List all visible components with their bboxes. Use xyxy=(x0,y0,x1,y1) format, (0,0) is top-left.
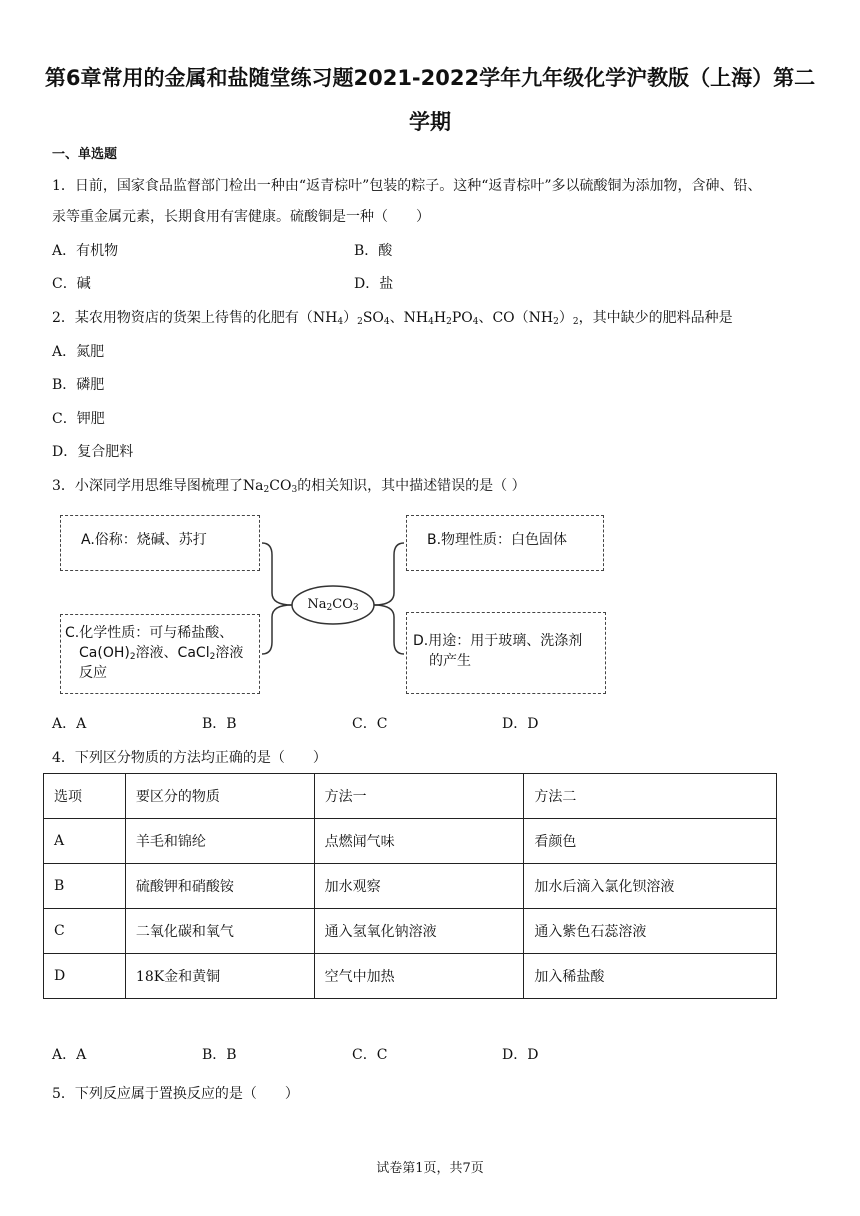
table-cell: C xyxy=(44,909,126,954)
table-cell: D xyxy=(44,954,126,999)
q4-table xyxy=(43,773,777,999)
table-cell: 硫酸钾和硝酸铵 xyxy=(125,864,314,909)
q5-stem: 5．下列反应属于置换反应的是（ ） xyxy=(52,1086,299,1102)
q3-option-a: A．A xyxy=(52,716,87,732)
q1-option-c: C．碱 xyxy=(52,276,91,292)
q3-option-c: C．C xyxy=(352,716,388,732)
q1-stem-line1: 1．日前，国家食品监督部门检出一种由“返青棕叶”包装的粽子。这种“返青棕叶”多以硫酸铜为添加物，含砷、铅、 xyxy=(52,178,762,194)
q1-option-a: A．有机物 xyxy=(52,243,119,259)
table-cell: 通入紫色石蕊溶液 xyxy=(524,909,777,954)
q1-stem-line2: 汞等重金属元素，长期食用有害健康。硫酸铜是一种（ ） xyxy=(52,209,430,225)
page-title: 第6章常用的金属和盐随堂练习题2021-2022学年九年级化学沪教版（上海）第二学期 xyxy=(44,66,816,134)
q4-option-b: B．B xyxy=(202,1047,237,1063)
q2-option-b: B．磷肥 xyxy=(52,377,105,393)
mindmap-box-a: A.俗称：烧碱、苏打 xyxy=(60,515,260,571)
mindmap-center-node: $Na_2CO_3$ xyxy=(307,597,359,613)
table-cell: 看颜色 xyxy=(524,819,777,864)
table-header-cell: 方法二 xyxy=(524,774,777,819)
table-row xyxy=(44,864,777,909)
table-row xyxy=(44,909,777,954)
table-cell: B xyxy=(44,864,126,909)
table-cell: 二氧化碳和氧气 xyxy=(125,909,314,954)
table-header-cell: 方法一 xyxy=(314,774,524,819)
q2-stem: 2．某农用物资店的货架上待售的化肥有$(NH_4)_2SO_4$、$NH_4H_2PO_4$、$CO(NH_2)_2$，其中缺少的肥料品种是 xyxy=(52,310,733,327)
q3-option-d: D．D xyxy=(502,716,539,732)
table-cell: 加水观察 xyxy=(314,864,524,909)
page-footer: 试卷第1页，共7页 xyxy=(376,1161,484,1176)
mindmap-box-c: C.化学性质：可与稀盐酸、 $Ca(OH)_2$溶液、CaCl$_2$溶液 反应 xyxy=(60,614,260,694)
table-header-row xyxy=(44,774,777,819)
q2-option-a: A．氮肥 xyxy=(52,344,105,360)
q1-option-d: D．盐 xyxy=(354,276,394,292)
q4-option-d: D．D xyxy=(502,1047,539,1063)
table-row xyxy=(44,954,777,999)
table-cell: 空气中加热 xyxy=(314,954,524,999)
q4-option-a: A．A xyxy=(52,1047,87,1063)
table-cell: 加入稀盐酸 xyxy=(524,954,777,999)
q2-option-c: C．钾肥 xyxy=(52,411,105,427)
q4-option-c: C．C xyxy=(352,1047,388,1063)
q4-stem: 4．下列区分物质的方法均正确的是（ ） xyxy=(52,750,327,766)
mindmap-box-d: D.用途：用于玻璃、洗涤剂 的产生 xyxy=(406,612,606,694)
table-header-cell: 要区分的物质 xyxy=(125,774,314,819)
table-cell: 加水后滴入氯化钡溶液 xyxy=(524,864,777,909)
table-cell: 点燃闻气味 xyxy=(314,819,524,864)
q2-option-d: D．复合肥料 xyxy=(52,444,134,460)
table-cell: 18K金和黄铜 xyxy=(125,954,314,999)
section-heading: 一、单选题 xyxy=(52,147,118,162)
mindmap-box-b: B.物理性质：白色固体 xyxy=(406,515,604,571)
q3-stem: 3．小深同学用思维导图梳理了$Na_2CO_3$的相关知识，其中描述错误的是（ ） xyxy=(52,478,526,495)
table-row xyxy=(44,819,777,864)
table-cell: 通入氢氧化钠溶液 xyxy=(314,909,524,954)
q3-option-b: B．B xyxy=(202,716,237,732)
table-cell: 羊毛和锦纶 xyxy=(125,819,314,864)
table-cell: A xyxy=(44,819,126,864)
table-header-cell: 选项 xyxy=(44,774,126,819)
q1-option-b: B．酸 xyxy=(354,243,393,259)
